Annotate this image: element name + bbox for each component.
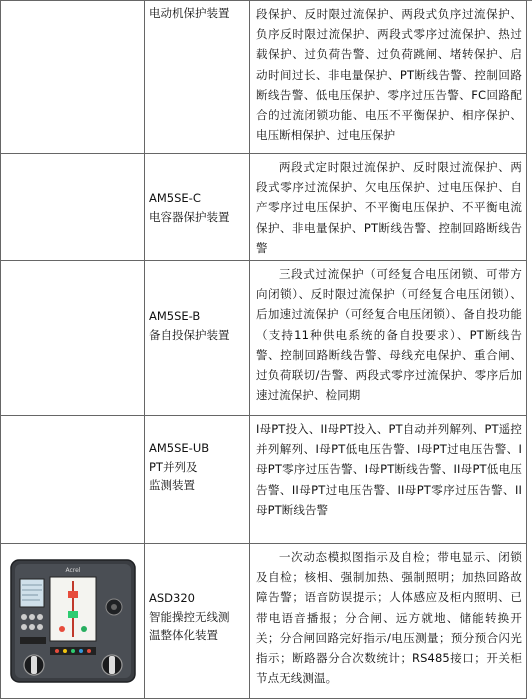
product-functions: 一次动态模拟图指示及自检；带电显示、闭锁及自检；核相、强制加热、强制照明；加热回路故障告警；语音防误提示；人体感应及柜内照明、已带电语音播报；分合闸、远方就地、储能转换开关；分合闸回路完好指示/电压测量；预分预合闪光指示；断路器分合次数统计；RS485接口；开关柜节点无线测温。 bbox=[256, 550, 522, 686]
device-illustration bbox=[10, 559, 136, 683]
image-cell-empty bbox=[1, 1, 145, 154]
product-functions-cell bbox=[250, 544, 527, 699]
image-cell-empty bbox=[1, 154, 145, 261]
table-row bbox=[1, 544, 527, 699]
product-name-cell bbox=[145, 154, 250, 261]
product-name-cell bbox=[145, 1, 250, 154]
product-model: AM5SE-B bbox=[149, 309, 201, 324]
product-name bbox=[145, 1, 249, 23]
product-name-line: 温整体化装置 bbox=[149, 628, 218, 643]
product-name-cell bbox=[145, 544, 250, 699]
image-cell-empty bbox=[1, 416, 145, 544]
product-functions-cell bbox=[250, 261, 527, 416]
product-model: ASD320 bbox=[149, 591, 195, 606]
product-name-line: 电动机保护装置 bbox=[149, 6, 230, 20]
product-functions-cell bbox=[250, 416, 527, 544]
product-name bbox=[145, 416, 249, 495]
product-name-line: PT并列及 bbox=[149, 459, 198, 474]
product-functions: 两段式定时限过流保护、反时限过流保护、两段式零序过流保护、欠电压保护、过电压保护、自产零序过电压保护、不平衡电压保护、不平衡电流保护、非电量保护、PT断线告警、控制回路断线告警 bbox=[256, 160, 522, 255]
product-image-cell bbox=[1, 544, 145, 699]
product-name-cell bbox=[145, 261, 250, 416]
product-name bbox=[145, 154, 249, 226]
product-name-line: 监测装置 bbox=[149, 478, 195, 493]
product-functions-cell bbox=[250, 1, 527, 154]
product-functions-cell bbox=[250, 154, 527, 261]
table-row bbox=[1, 416, 527, 544]
product-functions: 段保护、反时限过流保护、两段式负序过流保护、负序反时限过流保护、两段式零序过流保护、热过载保护、过负荷告警、过负荷跳闸、堵转保护、启动时间过长、非电量保护、PT断线告警、控制回路断线告警、低电压保护、零序过压告警、FC回路配合的过流闭锁功能、电压不平衡保护、相序保护、电压断相保护、过电压保护 bbox=[256, 7, 522, 143]
image-cell-empty bbox=[1, 261, 145, 416]
product-model: AM5SE-UB bbox=[149, 441, 210, 456]
table-row bbox=[1, 154, 527, 261]
product-functions: I母PT投入、II母PT投入、PT自动并列解列、PT遥控并列解列、I母PT低电压告警、I母PT过电压告警、I母PT零序过压告警、I母PT断线告警、II母PT低电压告警、II母PT过电压告警、II母PT零序过压告警、II母PT断线告警 bbox=[256, 422, 522, 517]
product-model: AM5SE-C bbox=[149, 191, 201, 205]
product-name-line: 智能操控无线测 bbox=[149, 609, 230, 624]
table-row bbox=[1, 261, 527, 416]
device-photo bbox=[1, 544, 144, 698]
product-functions: 三段式过流保护（可经复合电压闭锁、可带方向闭锁）、反时限过流保护（可经复合电压闭锁）、后加速过流保护（可经复合电压闭锁）、备自投功能（支持11种供电系统的备自投要求）、PT断线告警、控制回路断线告警、母线充电保护、重合闸、过负荷联切/告警、两段式零序过流保护、零序后加速过流保护、检同期 bbox=[256, 267, 522, 403]
product-name-line: 备自投保护装置 bbox=[149, 327, 230, 342]
product-name bbox=[145, 544, 249, 645]
product-name-line: 电容器保护装置 bbox=[149, 209, 230, 224]
product-name-cell bbox=[145, 416, 250, 544]
product-name bbox=[145, 261, 249, 344]
table-row bbox=[1, 1, 527, 154]
device-brand-label: Acrel bbox=[65, 567, 80, 575]
